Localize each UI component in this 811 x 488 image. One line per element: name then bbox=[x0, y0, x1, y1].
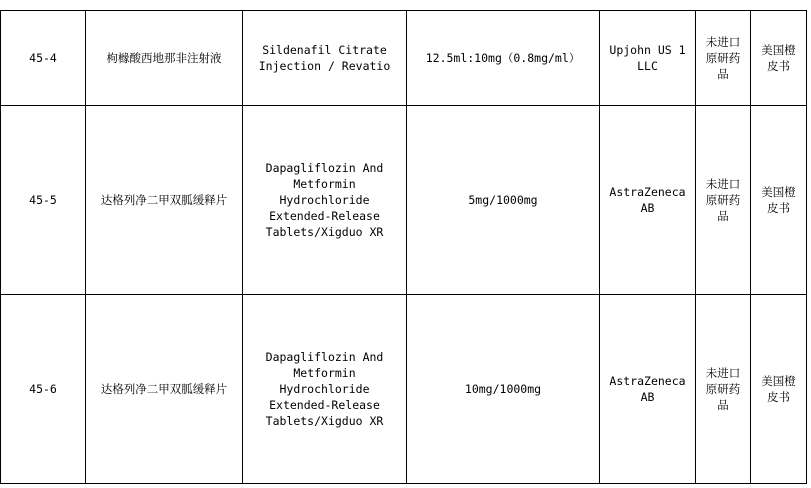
specification-cell: 12.5ml:10mg（0.8mg/ml） bbox=[407, 11, 600, 106]
category-cell: 未进口 原研药 品 bbox=[696, 106, 751, 295]
drug-table bbox=[0, 10, 807, 484]
category-cell: 未进口 原研药 品 bbox=[696, 295, 751, 484]
table-row bbox=[1, 11, 807, 106]
specification-cell: 10mg/1000mg bbox=[407, 295, 600, 484]
category-cell: 未进口 原研药 品 bbox=[696, 11, 751, 106]
english-name-cell: Dapagliflozin And Metformin Hydrochloride Extended-Release Tablets/Xigduo XR bbox=[243, 295, 407, 484]
source-cell: 美国橙 皮书 bbox=[751, 106, 807, 295]
row-id-cell: 45-6 bbox=[1, 295, 86, 484]
holder-cell: Upjohn US 1 LLC bbox=[600, 11, 696, 106]
source-cell: 美国橙 皮书 bbox=[751, 11, 807, 106]
table-row bbox=[1, 295, 807, 484]
source-cell: 美国橙 皮书 bbox=[751, 295, 807, 484]
chinese-name-cell: 达格列净二甲双胍缓释片 bbox=[86, 106, 243, 295]
specification-cell: 5mg/1000mg bbox=[407, 106, 600, 295]
row-id-cell: 45-4 bbox=[1, 11, 86, 106]
english-name-cell: Dapagliflozin And Metformin Hydrochloride Extended-Release Tablets/Xigduo XR bbox=[243, 106, 407, 295]
table-row bbox=[1, 106, 807, 295]
holder-cell: AstraZeneca AB bbox=[600, 106, 696, 295]
chinese-name-cell: 达格列净二甲双胍缓释片 bbox=[86, 295, 243, 484]
row-id-cell: 45-5 bbox=[1, 106, 86, 295]
english-name-cell: Sildenafil Citrate Injection / Revatio bbox=[243, 11, 407, 106]
holder-cell: AstraZeneca AB bbox=[600, 295, 696, 484]
chinese-name-cell: 枸橼酸西地那非注射液 bbox=[86, 11, 243, 106]
